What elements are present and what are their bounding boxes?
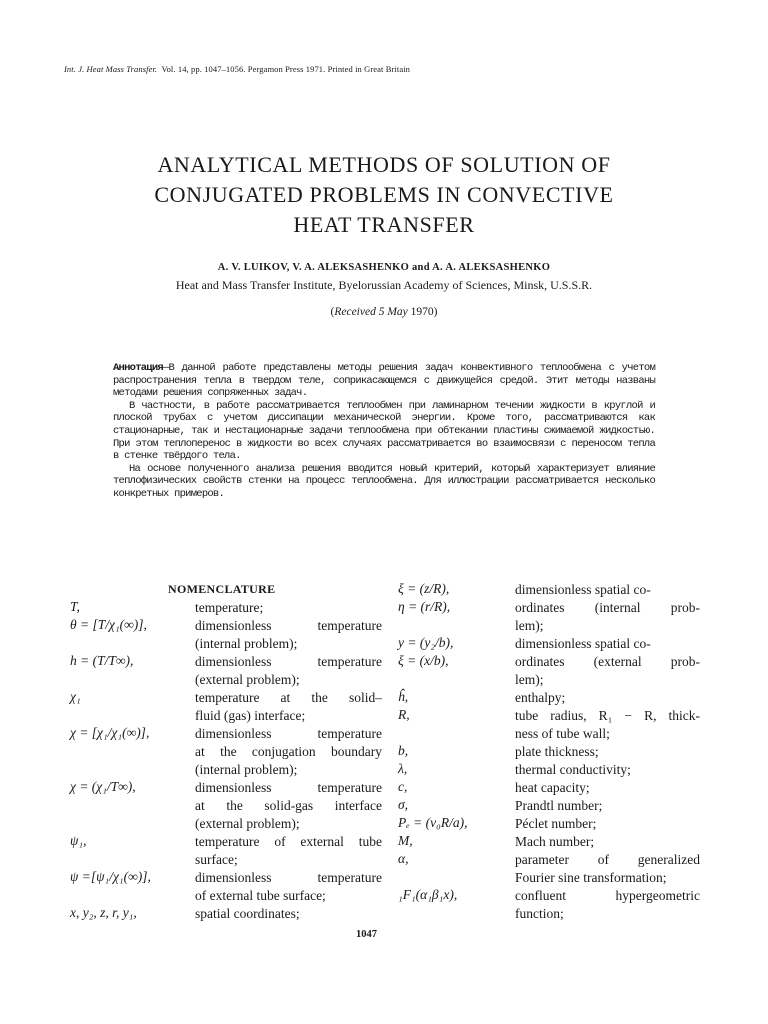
nomenclature-symbol: M, xyxy=(398,833,413,848)
definition-line: heat capacity; xyxy=(515,780,590,795)
journal-name: Int. J. Heat Mass Transfer. xyxy=(64,64,158,74)
definition-line: confluent hypergeometric xyxy=(515,888,700,903)
nomenclature-symbol: ψ₁, xyxy=(70,833,87,848)
nomenclature-symbol: σ, xyxy=(398,797,409,812)
nomenclature-definition xyxy=(195,905,382,923)
definition-line: Mach number; xyxy=(515,834,595,849)
nomenclature-definition xyxy=(195,725,382,779)
nomenclature-definition xyxy=(195,689,382,725)
nomenclature-symbol: ξ = (z/R), xyxy=(398,581,450,596)
abstract-paragraph: На основе полученного анализа решения вводится новый критерий, который характеризует влияние теплофизических свойств стенки на процесс теплообмена. Для иллюстрации рассматривается несколько конкретных примеров. xyxy=(113,462,655,500)
nomenclature-symbol: R, xyxy=(398,707,410,722)
abstract-text: —В данной работе представлены методы решения задач конвективного теплообмена с учетом распространения тепла в твердом теле, соприкасающемся с движущейся средой. Этит методы названы методами решения сопряженных задач. xyxy=(113,362,655,400)
nomenclature-definition xyxy=(195,833,382,869)
abstract-label: Аннотация xyxy=(113,362,163,374)
nomenclature-symbol: ξ = (x/b), xyxy=(398,653,449,668)
nomenclature-symbol: c, xyxy=(398,779,408,794)
definition-line: dimensionless temperature xyxy=(195,618,382,633)
nomenclature-symbol: T, xyxy=(70,599,80,614)
nomenclature-definition xyxy=(515,779,700,797)
nomenclature-symbol: χ = [χ₁/χ₁(∞)], xyxy=(70,725,150,740)
definition-line: Prandtl number; xyxy=(515,798,603,813)
definition-line: dimensionless temperature xyxy=(195,780,382,795)
definition-line: surface; xyxy=(195,852,238,867)
definition-line: tube radius, R₁ − R, thick- xyxy=(515,708,700,723)
nomenclature-symbol: ₁F₁(α₁β₁x), xyxy=(398,887,458,902)
definition-line: fluid (gas) interface; xyxy=(195,708,306,723)
nomenclature-symbol: λ, xyxy=(398,761,408,776)
nomenclature-symbol: ĥ, xyxy=(398,689,409,704)
definition-line: lem); xyxy=(515,672,544,687)
nomenclature-definition xyxy=(515,581,700,599)
authors: A. V. LUIKOV, V. A. ALEKSASHENKO and A. A. ALEKSASHENKO xyxy=(217,262,551,273)
nomenclature-symbol: η = (r/R), xyxy=(398,599,451,614)
title-line: CONJUGATED PROBLEMS IN CONVECTIVE xyxy=(154,182,614,207)
nomenclature-definition xyxy=(515,635,700,653)
nomenclature-symbol: x, y₂, z, r, y₁, xyxy=(70,905,137,920)
nomenclature-definition xyxy=(515,761,700,779)
definition-line: at the conjugation boundary xyxy=(195,744,382,759)
nomenclature-definition xyxy=(515,851,700,887)
nomenclature-definition xyxy=(515,599,700,635)
nomenclature-symbol: α, xyxy=(398,851,409,866)
nomenclature-definition xyxy=(515,815,700,833)
nomenclature-symbol: ψ =[ψ₁/χ₁(∞)], xyxy=(70,869,151,884)
journal-header xyxy=(64,64,410,74)
definition-line: (external problem); xyxy=(195,672,300,687)
nomenclature-definition xyxy=(195,779,382,833)
nomenclature-definition xyxy=(195,617,382,653)
definition-line: ness of tube wall; xyxy=(515,726,610,741)
nomenclature-definition xyxy=(195,653,382,689)
definition-line: parameter of generalized xyxy=(515,852,700,867)
nomenclature-symbol: χ₁ xyxy=(70,689,81,704)
nomenclature-definition xyxy=(515,797,700,815)
definition-line: Péclet number; xyxy=(515,816,597,831)
definition-line: lem); xyxy=(515,618,544,633)
definition-line: (internal problem); xyxy=(195,762,298,777)
definition-line: ordinates (external prob- xyxy=(515,654,700,669)
definition-line: at the solid-gas interface xyxy=(195,798,382,813)
definition-line: dimensionless temperature xyxy=(195,726,382,741)
definition-line: (internal problem); xyxy=(195,636,298,651)
definition-line: temperature; xyxy=(195,600,264,615)
abstract-paragraph xyxy=(113,362,655,400)
definition-line: plate thickness; xyxy=(515,744,599,759)
definition-line: dimensionless spatial co- xyxy=(515,636,651,651)
definition-line: spatial coordinates; xyxy=(195,906,300,921)
nomenclature-definition xyxy=(515,743,700,761)
nomenclature-symbol: Pₑ = (v₀R/a), xyxy=(398,815,468,830)
nomenclature-symbol: χ = (χ₁/T∞), xyxy=(70,779,136,794)
nomenclature-symbol: b, xyxy=(398,743,409,758)
definition-line: enthalpy; xyxy=(515,690,566,705)
received-date xyxy=(0,306,768,318)
definition-line: dimensionless temperature xyxy=(195,654,382,669)
definition-line: ordinates (internal prob- xyxy=(515,600,700,615)
definition-line: function; xyxy=(515,906,564,921)
definition-line: thermal conductivity; xyxy=(515,762,631,777)
definition-line: temperature of external tube xyxy=(195,834,382,849)
definition-line: dimensionless spatial co- xyxy=(515,582,651,597)
nomenclature-title: NOMENCLATURE xyxy=(168,582,276,596)
title-line: HEAT TRANSFER xyxy=(293,212,475,237)
received-day: 5 May xyxy=(378,306,408,318)
title-line: ANALYTICAL METHODS OF SOLUTION OF xyxy=(157,152,611,177)
definition-line: of external tube surface; xyxy=(195,888,326,903)
nomenclature-definition xyxy=(195,869,382,905)
nomenclature-definition xyxy=(515,653,700,689)
received-year: 1970) xyxy=(410,306,438,318)
paper-title xyxy=(0,150,768,240)
abstract xyxy=(113,362,655,501)
nomenclature-definition xyxy=(515,707,700,743)
journal-info: Vol. 14, pp. 1047–1056. Pergamon Press 1971. Printed in Great Britain xyxy=(161,64,411,74)
nomenclature-symbol: h = (T/T∞), xyxy=(70,653,134,668)
definition-line: temperature at the solid– xyxy=(195,690,382,705)
received-open: ( xyxy=(330,306,335,318)
page-number: 1047 xyxy=(356,929,377,940)
nomenclature-definition xyxy=(195,599,382,617)
nomenclature-symbol: θ = [T/χ₁(∞)], xyxy=(70,617,147,632)
definition-line: dimensionless temperature xyxy=(195,870,382,885)
abstract-paragraph: В частности, в работе рассматривается теплообмен при ламинарном течении жидкости в круглой и плоской трубах с учетом диссипации механической энергии. Кроме того, рассматриваются как стационарные, так и нестационарные задачи теплообмена при обтекании пластины сжимаемой жидкостью. При этом теплоперенос в жидкости во всех случаях рассматривается во взаимосвязи с переносом тепла в стенке твёрдого тела. xyxy=(113,399,655,463)
nomenclature-definition xyxy=(515,689,700,707)
nomenclature-definition xyxy=(515,833,700,851)
nomenclature-definition xyxy=(515,887,700,923)
nomenclature-symbol: y = (y₂/b), xyxy=(398,635,454,650)
definition-line: (external problem); xyxy=(195,816,300,831)
affiliation: Heat and Mass Transfer Institute, Byelorussian Academy of Sciences, Minsk, U.S.S.R. xyxy=(175,278,593,292)
definition-line: Fourier sine transformation; xyxy=(515,870,667,885)
received-label: Received xyxy=(334,306,376,318)
